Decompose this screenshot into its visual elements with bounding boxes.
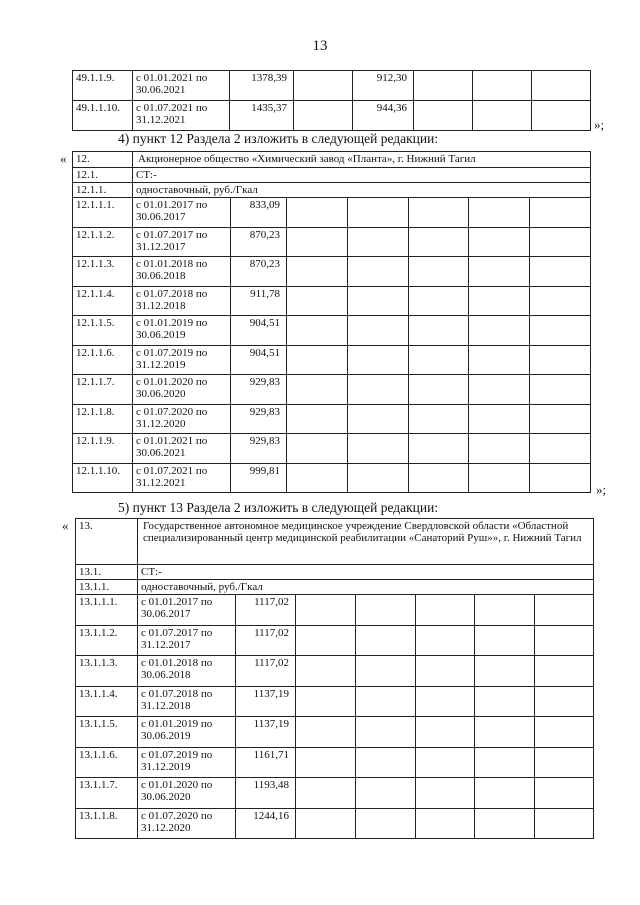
empty-cell <box>416 595 475 626</box>
empty-cell <box>296 625 356 656</box>
row-period: с 01.01.2017 по 30.06.2017 <box>133 198 231 228</box>
row-code: 13.1.1.6. <box>76 747 138 778</box>
empty-cell <box>535 595 594 626</box>
empty-cell <box>356 778 416 809</box>
tariff-code: 12.1.1. <box>73 183 133 198</box>
tariff-label: одноставочный, руб./Гкал <box>133 183 591 198</box>
row-code: 12.1.1.3. <box>73 257 133 287</box>
empty-cell <box>348 198 409 228</box>
row-value: 1117,02 <box>236 595 296 626</box>
tariff-code: 13.1.1. <box>76 580 138 595</box>
empty-cell <box>530 316 591 346</box>
row-value: 929,83 <box>231 434 287 464</box>
row-value: 904,51 <box>231 345 287 375</box>
table-row <box>73 345 591 375</box>
row-period: с 01.07.2018 по 31.12.2018 <box>133 286 231 316</box>
empty-cell <box>530 286 591 316</box>
table-row <box>73 227 591 257</box>
row-value: 911,78 <box>231 286 287 316</box>
row-value: 870,23 <box>231 227 287 257</box>
empty-cell <box>348 286 409 316</box>
row-period: с 01.07.2019 по 31.12.2019 <box>138 747 236 778</box>
row-value: 1117,02 <box>236 656 296 687</box>
empty-cell <box>469 345 530 375</box>
empty-cell <box>348 227 409 257</box>
empty-cell <box>409 316 469 346</box>
empty-cell <box>409 375 469 405</box>
row-value: 833,09 <box>231 198 287 228</box>
empty-cell <box>296 808 356 839</box>
empty-cell <box>416 747 475 778</box>
table-row <box>73 404 591 434</box>
empty-cell <box>475 778 535 809</box>
table-row <box>76 778 594 809</box>
row-code: 13.1.1.7. <box>76 778 138 809</box>
org-name: Акционерное общество «Химический завод «Планта», г. Нижний Тагил <box>133 152 591 168</box>
empty-cell <box>296 686 356 717</box>
table-row <box>73 434 591 464</box>
empty-cell <box>530 463 591 493</box>
empty-cell <box>530 404 591 434</box>
row-period: с 01.01.2019 по 30.06.2019 <box>138 717 236 748</box>
table-row <box>73 463 591 493</box>
table-row <box>73 71 591 101</box>
row-code: 12.1.1.9. <box>73 434 133 464</box>
row-period: с 01.07.2021 по 31.12.2021 <box>133 463 231 493</box>
empty-cell <box>530 227 591 257</box>
row-value: 1117,02 <box>236 625 296 656</box>
section4-table <box>72 151 591 493</box>
empty-cell <box>409 286 469 316</box>
empty-cell <box>296 778 356 809</box>
empty-cell <box>356 717 416 748</box>
empty-cell <box>469 375 530 405</box>
row-value: 1435,37 <box>230 101 294 131</box>
row-value-2: 912,30 <box>353 71 414 101</box>
row-value: 870,23 <box>231 257 287 287</box>
empty-cell <box>530 375 591 405</box>
empty-cell <box>469 463 530 493</box>
row-code: 13.1.1.1. <box>76 595 138 626</box>
table-row <box>73 316 591 346</box>
row-value: 1193,48 <box>236 778 296 809</box>
row-value: 1378,39 <box>230 71 294 101</box>
empty-cell <box>469 434 530 464</box>
empty-cell <box>287 257 348 287</box>
empty-cell <box>287 345 348 375</box>
empty-cell <box>348 404 409 434</box>
empty-cell <box>416 808 475 839</box>
row-code: 12.1.1.4. <box>73 286 133 316</box>
empty-cell <box>348 375 409 405</box>
row-code: 13.1.1.8. <box>76 808 138 839</box>
empty-cell <box>356 747 416 778</box>
row-value: 1137,19 <box>236 686 296 717</box>
empty-cell <box>535 778 594 809</box>
empty-cell <box>469 257 530 287</box>
row-period: с 01.01.2019 по 30.06.2019 <box>133 316 231 346</box>
table-row <box>73 286 591 316</box>
row-value: 929,83 <box>231 404 287 434</box>
empty-cell <box>296 717 356 748</box>
row-value: 999,81 <box>231 463 287 493</box>
empty-cell <box>287 227 348 257</box>
empty-cell <box>409 463 469 493</box>
table-row <box>76 625 594 656</box>
row-period: с 01.07.2020 по 31.12.2020 <box>133 404 231 434</box>
row-value-2: 944,36 <box>353 101 414 131</box>
empty-cell <box>348 257 409 287</box>
empty-cell <box>469 404 530 434</box>
st-label: СТ:- <box>138 565 594 580</box>
open-quote-mark: « <box>60 151 67 166</box>
row-code: 12.1.1.6. <box>73 345 133 375</box>
empty-cell <box>535 808 594 839</box>
empty-cell <box>416 625 475 656</box>
row-code: 49.1.1.9. <box>73 71 133 101</box>
empty-cell <box>409 227 469 257</box>
empty-cell <box>287 375 348 405</box>
row-code: 12.1.1.5. <box>73 316 133 346</box>
section4-heading: 4) пункт 12 Раздела 2 изложить в следующей редакции: <box>118 131 439 146</box>
empty-cell <box>469 286 530 316</box>
row-code: 13.1.1.4. <box>76 686 138 717</box>
empty-cell <box>416 717 475 748</box>
row-period: с 01.01.2021 по 30.06.2021 <box>133 434 231 464</box>
table-row <box>76 595 594 626</box>
empty-cell <box>469 316 530 346</box>
empty-cell <box>356 625 416 656</box>
row-period: с 01.01.2018 по 30.06.2018 <box>133 257 231 287</box>
empty-cell <box>475 625 535 656</box>
table-row <box>76 656 594 687</box>
empty-cell <box>535 686 594 717</box>
row-period: с 01.07.2018 по 31.12.2018 <box>138 686 236 717</box>
empty-cell <box>409 404 469 434</box>
table-row <box>76 717 594 748</box>
empty-cell <box>475 747 535 778</box>
close-quote-mark: »; <box>594 117 605 132</box>
open-quote-mark: « <box>62 518 69 533</box>
empty-cell <box>475 717 535 748</box>
row-value: 904,51 <box>231 316 287 346</box>
empty-cell <box>530 434 591 464</box>
empty-cell <box>475 686 535 717</box>
empty-cell <box>287 316 348 346</box>
section5-heading: 5) пункт 13 Раздела 2 изложить в следующей редакции: <box>118 500 439 515</box>
row-code: 13.1.1.2. <box>76 625 138 656</box>
row-code: 12.1.1.7. <box>73 375 133 405</box>
empty-cell <box>348 316 409 346</box>
org-name: Государственное автономное медицинское учреждение Свердловской области «Областной специализированный центр медицинской реабилитации «Санаторий Руш»», г. Нижний Тагил <box>138 519 594 565</box>
table-row <box>73 101 591 131</box>
table-row <box>73 257 591 287</box>
empty-cell <box>287 286 348 316</box>
empty-cell <box>416 656 475 687</box>
table-row <box>76 808 594 839</box>
table-row <box>73 198 591 228</box>
table-row <box>76 747 594 778</box>
table-row <box>76 686 594 717</box>
empty-cell <box>287 198 348 228</box>
row-code: 12.1.1.8. <box>73 404 133 434</box>
row-code: 13.1.1.3. <box>76 656 138 687</box>
row-period: с 01.01.2020 по 30.06.2020 <box>138 778 236 809</box>
row-period: с 01.01.2018 по 30.06.2018 <box>138 656 236 687</box>
empty-cell <box>409 198 469 228</box>
empty-cell <box>348 463 409 493</box>
empty-cell <box>296 656 356 687</box>
empty-cell <box>409 257 469 287</box>
item-code: 12. <box>73 152 133 168</box>
empty-cell <box>287 404 348 434</box>
empty-cell <box>287 463 348 493</box>
empty-cell <box>409 434 469 464</box>
row-period: с 01.01.2017 по 30.06.2017 <box>138 595 236 626</box>
row-value: 1137,19 <box>236 717 296 748</box>
empty-cell <box>475 595 535 626</box>
empty-cell <box>475 808 535 839</box>
page-number: 13 <box>312 38 328 54</box>
empty-cell <box>530 257 591 287</box>
empty-cell <box>416 778 475 809</box>
empty-cell <box>356 686 416 717</box>
empty-cell <box>535 656 594 687</box>
row-period: с 01.01.2020 по 30.06.2020 <box>133 375 231 405</box>
row-code: 12.1.1.2. <box>73 227 133 257</box>
empty-cell <box>535 625 594 656</box>
empty-cell <box>469 227 530 257</box>
st-code: 13.1. <box>76 565 138 580</box>
empty-cell <box>348 434 409 464</box>
row-code: 12.1.1.1. <box>73 198 133 228</box>
row-period: с 01.07.2020 по 31.12.2020 <box>138 808 236 839</box>
row-code: 49.1.1.10. <box>73 101 133 131</box>
close-quote-mark: »; <box>596 482 607 497</box>
empty-cell <box>409 345 469 375</box>
empty-cell <box>475 656 535 687</box>
empty-cell <box>296 747 356 778</box>
st-code: 12.1. <box>73 168 133 183</box>
row-period: с 01.07.2021 по 31.12.2021 <box>133 101 230 131</box>
empty-cell <box>348 345 409 375</box>
empty-cell <box>416 686 475 717</box>
row-code: 12.1.1.10. <box>73 463 133 493</box>
row-period: с 01.07.2019 по 31.12.2019 <box>133 345 231 375</box>
empty-cell <box>530 345 591 375</box>
empty-cell <box>356 656 416 687</box>
row-code: 13.1.1.5. <box>76 717 138 748</box>
empty-cell <box>287 434 348 464</box>
empty-cell <box>296 595 356 626</box>
table-row <box>73 375 591 405</box>
row-period: с 01.07.2017 по 31.12.2017 <box>133 227 231 257</box>
row-value: 1244,16 <box>236 808 296 839</box>
tariff-label: одноставочный, руб./Гкал <box>138 580 594 595</box>
empty-cell <box>530 198 591 228</box>
empty-cell <box>356 595 416 626</box>
row-period: с 01.01.2021 по 30.06.2021 <box>133 71 230 101</box>
row-value: 929,83 <box>231 375 287 405</box>
row-value: 1161,71 <box>236 747 296 778</box>
item-code: 13. <box>76 519 138 565</box>
st-label: СТ:- <box>133 168 591 183</box>
empty-cell <box>535 717 594 748</box>
empty-cell <box>356 808 416 839</box>
continuation-table <box>72 70 591 131</box>
section5-table <box>75 518 594 839</box>
empty-cell <box>535 747 594 778</box>
empty-cell <box>469 198 530 228</box>
row-period: с 01.07.2017 по 31.12.2017 <box>138 625 236 656</box>
